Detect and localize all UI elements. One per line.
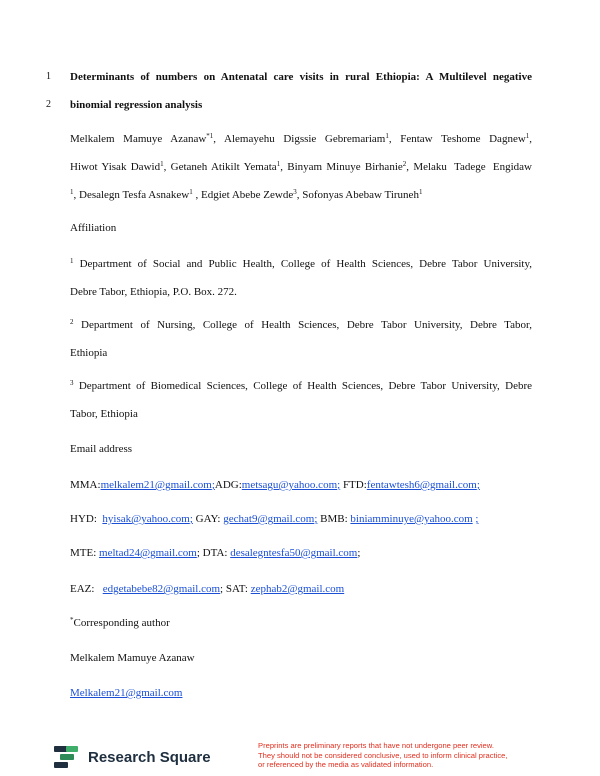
author-name: Getaneh Atikilt Yemata [170, 161, 277, 173]
email-separator: ; [211, 479, 215, 491]
paper-title-line-1: Determinants of numbers on Antenatal care visits in rural Ethiopia: A Multilevel negative [70, 71, 532, 83]
line-number: 2 [46, 99, 51, 110]
preprint-disclaimer [258, 741, 558, 770]
author-sup: 1 [189, 188, 193, 196]
author-name: Edgiet Abebe Zewde [200, 189, 294, 201]
email-separator: ; [476, 479, 480, 491]
disclaimer-line: or referenced by the media as validated information. [258, 760, 434, 770]
author-name: Fentaw Teshome Dagnew [400, 133, 526, 145]
corresponding-author-label [70, 616, 532, 630]
corresponding-author-email[interactable]: Melkalem21@gmail.com [70, 687, 183, 699]
email-line-4: EAZ: edgetabebe82@gmail.com; SAT: zephab2@gmail.com [70, 583, 345, 595]
author-sup: 1 [70, 188, 74, 196]
author-sup: 2 [402, 160, 407, 168]
author-sup: *1 [206, 132, 214, 140]
email-code: DTA: [202, 547, 228, 559]
affiliation-text: Department of Nursing, College of Health Sciences, Debre Tabor University, Debre Tabor, [81, 319, 532, 331]
research-square-brand: Research Square [88, 748, 211, 766]
email-separator: ; [337, 479, 341, 491]
email-code: GAY: [195, 513, 221, 525]
email-code: ADG: [214, 479, 242, 491]
author-name: Alemayehu Digssie Gebremariam [224, 133, 386, 145]
author-sup: 1 [385, 132, 389, 140]
corresponding-label-text: Corresponding author [73, 617, 170, 629]
author-sup: 1 [418, 188, 423, 196]
disclaimer-line: Preprints are preliminary reports that have not undergone peer review. [258, 741, 494, 750]
affiliation-sup: 1 [70, 257, 74, 265]
author-name: Hiwot Yisak Dawid [70, 161, 161, 173]
corresponding-author-email-line [70, 686, 532, 700]
affiliation-heading: Affiliation [70, 222, 117, 234]
email-code: HYD: [70, 513, 97, 525]
affiliation-sup: 2 [70, 318, 74, 326]
email-link-mte[interactable]: meltad24@gmail.com [99, 547, 197, 559]
line-number: 1 [46, 71, 51, 82]
author-line-2: Hiwot Yisak Dawid$^1$, Getaneh Atikilt Yemata$^1$, Binyam Minuye Birhanie$^2$, Melaku Tadege Engidaw [70, 160, 533, 173]
author-line-1: Melkalem Mamuye Azanaw$^{*1}$, Alemayehu Digssie Gebremariam$^1$, Fentaw Teshome Dagnew$^1$, [70, 132, 533, 145]
affiliation-sup: 3 [70, 379, 74, 387]
author-line-3: $^1$, Desalegn Tesfa Asnakew$^1$ , Edgiet Abebe Zewde$^3$, Sofonyas Abebaw Tiruneh$^1$ [70, 188, 423, 201]
author-sup: 3 [293, 188, 297, 196]
author-name: Melaku Tadege Engidaw [413, 161, 533, 173]
email-link-eaz[interactable]: edgetabebe82@gmail.com [102, 583, 221, 595]
affiliation-text: Department of Social and Public Health, College of Health Sciences, Debre Tabor University, [79, 258, 532, 270]
author-sup: 1 [276, 160, 281, 168]
email-separator: ; [314, 513, 318, 525]
author-name: Binyam Minuye Birhanie [287, 161, 403, 173]
disclaimer-line: They should not be considered conclusive, used to inform clinical practice, [258, 750, 508, 760]
email-link-dta[interactable]: desalegntesfa50@gmail.com [230, 547, 358, 559]
email-separator: ; [475, 513, 479, 525]
affiliation-2-line-2: Ethiopia [70, 347, 108, 359]
affiliation-text: Department of Biomedical Sciences, College of Health Sciences, Debre Tabor University, Debre [78, 380, 532, 392]
corresponding-mark: * [70, 616, 74, 624]
email-heading: Email address [70, 443, 133, 455]
email-line-2 [70, 512, 532, 526]
email-line-3: MTE: meltad24@gmail.com; DTA: desalegntesfa50@gmail.com; [70, 547, 361, 559]
email-link-bmb[interactable]: biniamminuye@yahoo.com [350, 513, 473, 525]
email-link-mma[interactable]: melkalem21@gmail.com [100, 479, 212, 491]
author-sup: 1 [160, 160, 164, 168]
email-code: MMA: [70, 479, 101, 491]
author-name: Melkalem Mamuye Azanaw [70, 133, 207, 145]
email-line-1 [70, 478, 532, 492]
email-code: MTE: [70, 547, 97, 559]
corresponding-author-name: Melkalem Mamuye Azanaw [70, 652, 195, 664]
email-separator: ; [189, 513, 193, 525]
email-code: FTD: [342, 479, 367, 491]
author-name: Sofonyas Abebaw Tiruneh [302, 189, 419, 201]
affiliation-2-line-1 [70, 318, 532, 332]
affiliation-1-line-1 [70, 257, 532, 271]
author-name: Desalegn Tesfa Asnakew [79, 189, 190, 201]
affiliation-3-line-2: Tabor, Ethiopia [70, 408, 138, 420]
affiliation-1-line-2: Debre Tabor, Ethiopia, P.O. Box. 272. [70, 286, 237, 298]
email-link-hyd[interactable]: hyisak@yahoo.com [102, 513, 190, 525]
affiliation-3-line-1 [70, 379, 532, 393]
email-code: SAT: [225, 583, 248, 595]
email-code: BMB: [320, 513, 348, 525]
email-link-gay[interactable]: gechat9@gmail.com [223, 513, 315, 525]
email-link-sat[interactable]: zephab2@gmail.com [250, 583, 345, 595]
research-square-logo[interactable] [52, 742, 211, 772]
email-code: EAZ: [70, 583, 95, 595]
email-link-ftd[interactable]: fentawtesh6@gmail.com [366, 479, 477, 491]
email-link-adg[interactable]: metsagu@yahoo.com [241, 479, 338, 491]
research-square-logo-icon [52, 742, 82, 772]
paper-title-line-2: binomial regression analysis [70, 99, 203, 111]
author-sup: 1 [525, 132, 530, 140]
